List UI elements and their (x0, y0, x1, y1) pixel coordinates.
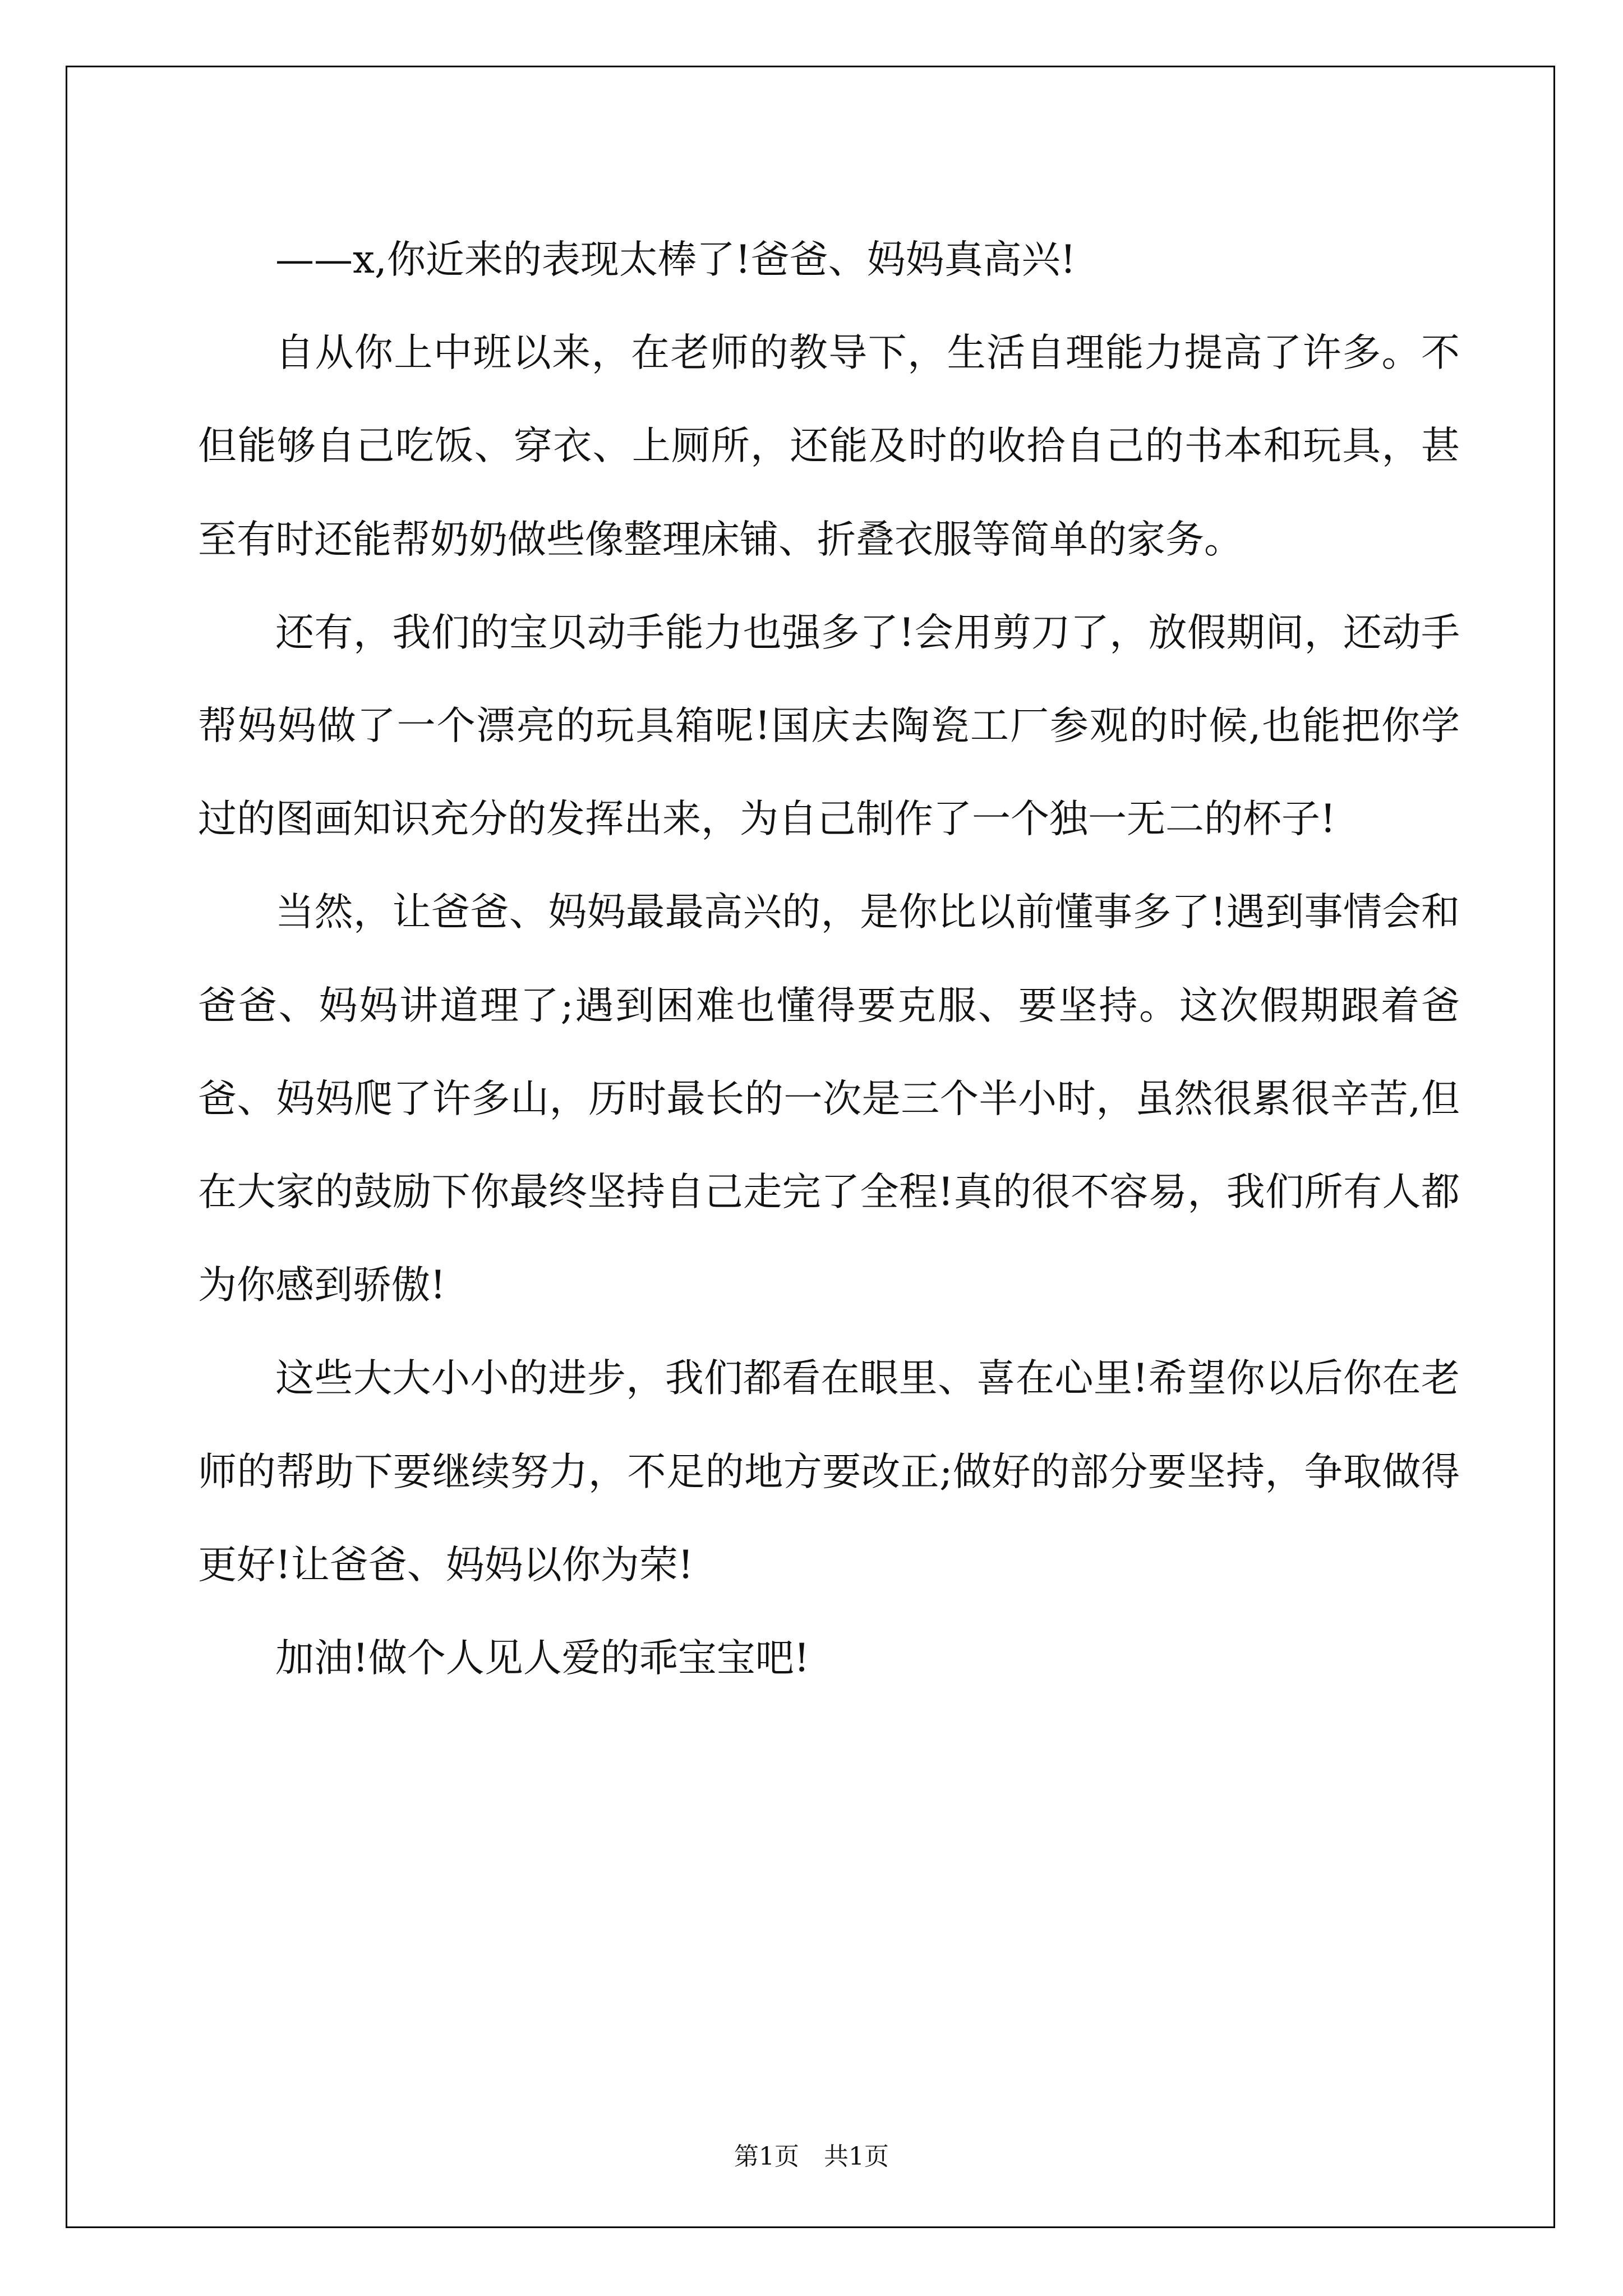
paragraph-progress: 这些大大小小的进步，我们都看在眼里、喜在心里!希望你以后你在老师的帮助下要继续努力，不足的地方要改正;做好的部分要坚持，争取做得更好!让爸爸、妈妈以你为荣! (198, 1356, 1460, 1588)
document-body (198, 213, 1460, 1705)
paragraph-hands-on: 还有，我们的宝贝动手能力也强多了!会用剪刀了，放假期间，还动手帮妈妈做了一个漂亮的玩具箱呢!国庆去陶瓷工厂参观的时候,也能把你学过的图画知识充分的发挥出来，为自己制作了一个独一无二的杯子! (198, 610, 1460, 842)
paragraph-self-care: 自从你上中班以来，在老师的教导下，生活自理能力提高了许多。不但能够自己吃饭、穿衣、上厕所，还能及时的收拾自己的书本和玩具，甚至有时还能帮奶奶做些像整理床铺、折叠衣服等简单的家务。 (198, 330, 1460, 562)
page-number-footer: 第1页 共1页 (734, 2142, 889, 2171)
paragraph-maturity: 当然，让爸爸、妈妈最最高兴的，是你比以前懂事多了!遇到事情会和爸爸、妈妈讲道理了;遇到困难也懂得要克服、要坚持。这次假期跟着爸爸、妈妈爬了许多山，历时最长的一次是三个半小时，虽然很累很辛苦,但在大家的鼓励下你最终坚持自己走完了全程!真的很不容易，我们所有人都为你感到骄傲! (198, 890, 1460, 1308)
paragraph-closing: 加油!做个人见人爱的乖宝宝吧! (275, 1636, 810, 1681)
paragraph-greeting: ——x,你近来的表现太棒了!爸爸、妈妈真高兴! (275, 237, 1076, 282)
